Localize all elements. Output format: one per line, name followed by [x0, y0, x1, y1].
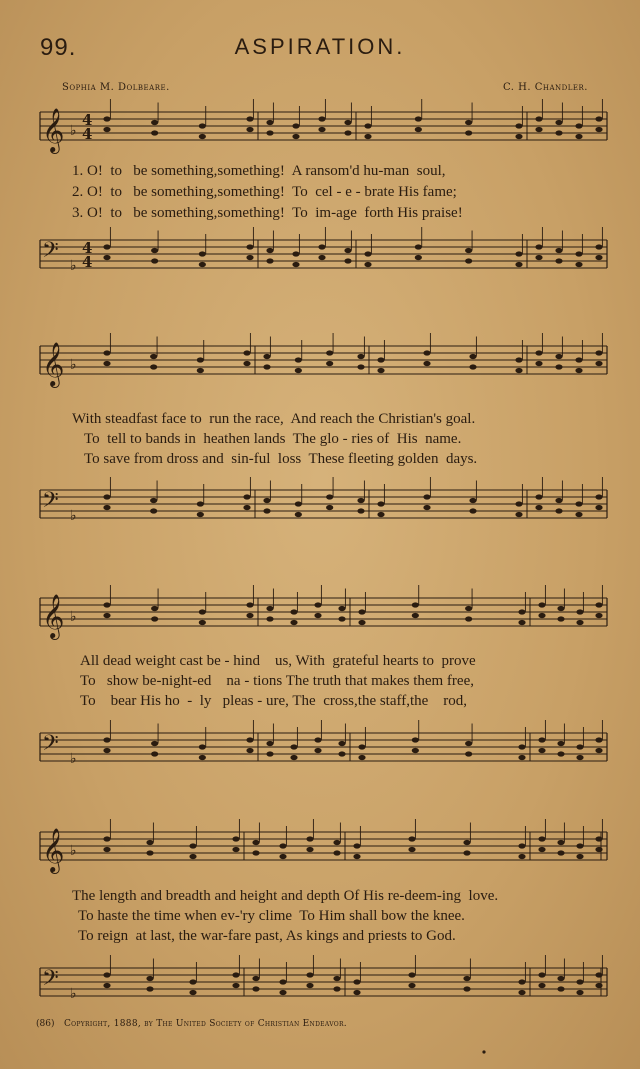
- note-head: [295, 357, 302, 362]
- note-head: [353, 854, 360, 859]
- note-head: [266, 606, 273, 611]
- note-head: [518, 744, 525, 749]
- note-head: [197, 501, 204, 506]
- note-head: [266, 741, 273, 746]
- note-head: [377, 357, 384, 362]
- note-head: [252, 840, 259, 845]
- lyric-line: 1. O! to be something,something! A ransom'd hu-man soul,: [72, 163, 446, 179]
- note-head: [199, 609, 206, 614]
- note-head: [189, 990, 196, 995]
- note-head: [103, 127, 110, 132]
- note-head: [326, 505, 333, 510]
- note-head: [415, 116, 422, 121]
- note-head: [199, 262, 206, 267]
- note-head: [199, 251, 206, 256]
- hymn-composer: C. H. Chandler.: [503, 82, 588, 93]
- note-head: [557, 606, 564, 611]
- note-head: [344, 248, 351, 253]
- note-head: [151, 741, 158, 746]
- note-head: [557, 751, 564, 756]
- note-head: [465, 120, 472, 125]
- note-head: [306, 972, 313, 977]
- note-head: [555, 498, 562, 503]
- note-head: [189, 854, 196, 859]
- note-head: [518, 990, 525, 995]
- note-head: [151, 616, 158, 621]
- note-head: [555, 130, 562, 135]
- note-head: [146, 976, 153, 981]
- lyric-line: To show be-night-ed na - tions The truth that makes them free,: [80, 673, 474, 689]
- note-head: [463, 976, 470, 981]
- note-head: [364, 251, 371, 256]
- note-head: [314, 737, 321, 742]
- note-head: [515, 262, 522, 267]
- note-head: [357, 508, 364, 513]
- flat-sign: ♭: [70, 843, 77, 859]
- note-head: [515, 357, 522, 362]
- note-head: [103, 602, 110, 607]
- note-head: [412, 737, 419, 742]
- note-head: [575, 357, 582, 362]
- note-head: [358, 620, 365, 625]
- note-head: [306, 983, 313, 988]
- note-head: [232, 972, 239, 977]
- note-head: [266, 248, 273, 253]
- note-head: [595, 505, 602, 510]
- note-head: [576, 744, 583, 749]
- note-head: [408, 983, 415, 988]
- note-head: [150, 364, 157, 369]
- note-head: [518, 854, 525, 859]
- note-head: [103, 836, 110, 841]
- note-head: [555, 508, 562, 513]
- flat-sign: ♭: [70, 609, 77, 625]
- note-head: [338, 616, 345, 621]
- note-head: [357, 498, 364, 503]
- note-head: [595, 244, 602, 249]
- note-head: [469, 354, 476, 359]
- note-head: [576, 990, 583, 995]
- note-head: [290, 620, 297, 625]
- note-head: [595, 350, 602, 355]
- note-head: [263, 508, 270, 513]
- note-head: [103, 361, 110, 366]
- note-head: [103, 244, 110, 249]
- note-head: [465, 751, 472, 756]
- note-head: [279, 843, 286, 848]
- note-head: [423, 494, 430, 499]
- bass-clef: 𝄢: [42, 488, 59, 518]
- note-head: [146, 986, 153, 991]
- note-head: [103, 847, 110, 852]
- note-head: [197, 357, 204, 362]
- note-head: [150, 498, 157, 503]
- note-head: [463, 840, 470, 845]
- note-head: [290, 609, 297, 614]
- note-head: [538, 748, 545, 753]
- note-head: [412, 748, 419, 753]
- note-head: [199, 744, 206, 749]
- note-head: [292, 262, 299, 267]
- note-head: [333, 986, 340, 991]
- note-head: [357, 364, 364, 369]
- note-head: [263, 354, 270, 359]
- note-head: [463, 850, 470, 855]
- note-head: [515, 501, 522, 506]
- note-head: [595, 255, 602, 260]
- note-head: [415, 255, 422, 260]
- note-head: [318, 255, 325, 260]
- note-head: [292, 134, 299, 139]
- note-head: [279, 854, 286, 859]
- note-head: [364, 134, 371, 139]
- note-head: [246, 255, 253, 260]
- note-head: [103, 737, 110, 742]
- note-head: [150, 354, 157, 359]
- note-head: [357, 354, 364, 359]
- flat-sign: ♭: [70, 258, 77, 274]
- lyric-line: All dead weight cast be - hind us, With grateful hearts to prove: [80, 653, 476, 669]
- note-head: [295, 368, 302, 373]
- ink-dot: [482, 1050, 485, 1053]
- note-head: [557, 850, 564, 855]
- note-head: [189, 979, 196, 984]
- note-head: [318, 244, 325, 249]
- hymn-author: Sophia M. Dolbeare.: [62, 82, 170, 93]
- note-head: [290, 755, 297, 760]
- note-head: [423, 350, 430, 355]
- note-head: [243, 494, 250, 499]
- note-head: [197, 368, 204, 373]
- note-head: [103, 613, 110, 618]
- note-head: [252, 976, 259, 981]
- note-head: [151, 130, 158, 135]
- note-head: [232, 847, 239, 852]
- note-head: [595, 836, 602, 841]
- note-head: [595, 613, 602, 618]
- note-head: [555, 364, 562, 369]
- note-head: [246, 127, 253, 132]
- note-head: [199, 123, 206, 128]
- note-head: [408, 847, 415, 852]
- note-head: [344, 120, 351, 125]
- note-head: [295, 501, 302, 506]
- note-head: [103, 505, 110, 510]
- note-head: [535, 127, 542, 132]
- note-head: [538, 972, 545, 977]
- note-head: [555, 258, 562, 263]
- note-head: [232, 836, 239, 841]
- note-head: [103, 972, 110, 977]
- note-head: [353, 990, 360, 995]
- note-head: [364, 262, 371, 267]
- lyric-line: To haste the time when ev-'ry clime To Him shall bow the knee.: [78, 908, 465, 924]
- note-head: [290, 744, 297, 749]
- treble-clef: 𝄞: [42, 828, 65, 872]
- time-signature: 4: [82, 253, 93, 271]
- note-head: [515, 123, 522, 128]
- note-head: [151, 606, 158, 611]
- note-head: [295, 512, 302, 517]
- note-head: [515, 134, 522, 139]
- note-head: [423, 505, 430, 510]
- note-head: [344, 258, 351, 263]
- note-head: [189, 843, 196, 848]
- note-head: [469, 508, 476, 513]
- note-head: [358, 755, 365, 760]
- note-head: [408, 972, 415, 977]
- note-head: [364, 123, 371, 128]
- lyric-line: To bear His ho - ly pleas - ure, The cross,the staff,the rod,: [80, 693, 468, 709]
- note-head: [538, 737, 545, 742]
- note-head: [252, 986, 259, 991]
- flat-sign: ♭: [70, 508, 77, 524]
- note-head: [353, 979, 360, 984]
- note-head: [103, 350, 110, 355]
- note-head: [263, 498, 270, 503]
- note-head: [326, 350, 333, 355]
- note-head: [318, 127, 325, 132]
- flat-sign: ♭: [70, 357, 77, 373]
- note-head: [306, 836, 313, 841]
- note-head: [535, 255, 542, 260]
- note-head: [246, 244, 253, 249]
- lyric-line: To reign at last, the war-fare past, As kings and priests to God.: [78, 928, 456, 944]
- note-head: [465, 258, 472, 263]
- note-head: [338, 606, 345, 611]
- note-head: [151, 120, 158, 125]
- note-head: [103, 983, 110, 988]
- note-head: [538, 836, 545, 841]
- note-head: [595, 494, 602, 499]
- page-number: (86): [36, 1019, 55, 1029]
- note-head: [465, 248, 472, 253]
- note-head: [412, 602, 419, 607]
- note-head: [103, 494, 110, 499]
- lyric-line: 2. O! to be something,something! To cel - e - brate His fame;: [72, 184, 457, 200]
- note-head: [538, 847, 545, 852]
- time-signature: 4: [82, 125, 93, 143]
- note-head: [246, 116, 253, 121]
- note-head: [575, 262, 582, 267]
- note-head: [538, 983, 545, 988]
- note-head: [535, 505, 542, 510]
- note-head: [326, 361, 333, 366]
- lyric-line: The length and breadth and height and depth Of His re-deem-ing love.: [72, 888, 499, 904]
- note-head: [576, 755, 583, 760]
- note-head: [557, 986, 564, 991]
- note-head: [266, 130, 273, 135]
- note-head: [595, 847, 602, 852]
- note-head: [595, 116, 602, 121]
- note-head: [575, 501, 582, 506]
- note-head: [279, 979, 286, 984]
- note-head: [576, 843, 583, 848]
- note-head: [465, 616, 472, 621]
- note-head: [515, 368, 522, 373]
- note-head: [266, 258, 273, 263]
- note-head: [246, 748, 253, 753]
- note-head: [465, 606, 472, 611]
- note-head: [263, 364, 270, 369]
- copyright-notice: Copyright, 1888, by The United Society of Christian Endeavor.: [64, 1019, 347, 1029]
- note-head: [314, 602, 321, 607]
- flat-sign: ♭: [70, 986, 77, 1002]
- note-head: [243, 350, 250, 355]
- note-head: [575, 134, 582, 139]
- note-head: [318, 116, 325, 121]
- note-head: [423, 361, 430, 366]
- flat-sign: ♭: [70, 123, 77, 139]
- note-head: [333, 840, 340, 845]
- bass-clef: 𝄢: [42, 731, 59, 761]
- note-head: [557, 616, 564, 621]
- note-head: [103, 255, 110, 260]
- note-head: [595, 737, 602, 742]
- note-head: [358, 744, 365, 749]
- note-head: [535, 244, 542, 249]
- note-head: [243, 505, 250, 510]
- note-head: [338, 751, 345, 756]
- note-head: [246, 613, 253, 618]
- note-head: [557, 741, 564, 746]
- hymn-number: 99.: [40, 34, 77, 61]
- lyric-line: With steadfast face to run the race, And reach the Christian's goal.: [72, 411, 476, 427]
- note-head: [595, 748, 602, 753]
- note-head: [306, 847, 313, 852]
- note-head: [575, 512, 582, 517]
- note-head: [595, 972, 602, 977]
- note-head: [150, 508, 157, 513]
- note-head: [377, 512, 384, 517]
- time-signature: 4: [82, 239, 93, 257]
- note-head: [557, 976, 564, 981]
- note-head: [103, 748, 110, 753]
- note-head: [151, 248, 158, 253]
- note-head: [377, 368, 384, 373]
- note-head: [518, 843, 525, 848]
- note-head: [535, 116, 542, 121]
- note-head: [146, 840, 153, 845]
- note-head: [146, 850, 153, 855]
- note-head: [344, 130, 351, 135]
- note-head: [358, 609, 365, 614]
- note-head: [465, 741, 472, 746]
- note-head: [232, 983, 239, 988]
- note-head: [538, 602, 545, 607]
- note-head: [326, 494, 333, 499]
- note-head: [595, 602, 602, 607]
- note-head: [576, 620, 583, 625]
- note-head: [292, 123, 299, 128]
- note-head: [518, 979, 525, 984]
- note-head: [535, 350, 542, 355]
- note-head: [103, 116, 110, 121]
- note-head: [333, 850, 340, 855]
- note-head: [469, 364, 476, 369]
- hymn-title: ASPIRATION.: [234, 34, 406, 59]
- lyric-line: To save from dross and sin-ful loss These fleeting golden days.: [84, 451, 478, 467]
- note-head: [575, 123, 582, 128]
- note-head: [199, 620, 206, 625]
- note-head: [292, 251, 299, 256]
- note-head: [555, 354, 562, 359]
- flat-sign: ♭: [70, 751, 77, 767]
- treble-clef: 𝄞: [42, 594, 65, 638]
- note-head: [538, 613, 545, 618]
- note-head: [518, 620, 525, 625]
- note-head: [518, 609, 525, 614]
- note-head: [595, 361, 602, 366]
- lyric-line: To tell to bands in heathen lands The glo - ries of His name.: [84, 431, 462, 447]
- note-head: [595, 983, 602, 988]
- note-head: [266, 751, 273, 756]
- note-head: [576, 979, 583, 984]
- note-head: [151, 258, 158, 263]
- note-head: [575, 251, 582, 256]
- treble-clef: 𝄞: [42, 342, 65, 386]
- note-head: [246, 737, 253, 742]
- note-head: [151, 751, 158, 756]
- bass-clef: 𝄢: [42, 238, 59, 268]
- treble-clef: 𝄞: [42, 108, 65, 152]
- note-head: [243, 361, 250, 366]
- note-head: [377, 501, 384, 506]
- note-head: [515, 512, 522, 517]
- note-head: [353, 843, 360, 848]
- note-head: [463, 986, 470, 991]
- note-head: [515, 251, 522, 256]
- bass-clef: 𝄢: [42, 966, 59, 996]
- note-head: [557, 840, 564, 845]
- note-head: [555, 248, 562, 253]
- note-head: [535, 361, 542, 366]
- note-head: [408, 836, 415, 841]
- note-head: [197, 512, 204, 517]
- note-head: [575, 368, 582, 373]
- note-head: [576, 854, 583, 859]
- note-head: [595, 127, 602, 132]
- lyric-line: 3. O! to be something,something! To im-age forth His praise!: [72, 205, 463, 221]
- note-head: [412, 613, 419, 618]
- note-head: [465, 130, 472, 135]
- note-head: [266, 120, 273, 125]
- note-head: [314, 613, 321, 618]
- note-head: [266, 616, 273, 621]
- note-head: [199, 755, 206, 760]
- note-head: [555, 120, 562, 125]
- note-head: [199, 134, 206, 139]
- time-signature: 4: [82, 111, 93, 129]
- note-head: [333, 976, 340, 981]
- note-head: [314, 748, 321, 753]
- note-head: [338, 741, 345, 746]
- note-head: [246, 602, 253, 607]
- note-head: [279, 990, 286, 995]
- note-head: [469, 498, 476, 503]
- note-head: [518, 755, 525, 760]
- note-head: [576, 609, 583, 614]
- note-head: [415, 127, 422, 132]
- note-head: [535, 494, 542, 499]
- note-head: [415, 244, 422, 249]
- note-head: [252, 850, 259, 855]
